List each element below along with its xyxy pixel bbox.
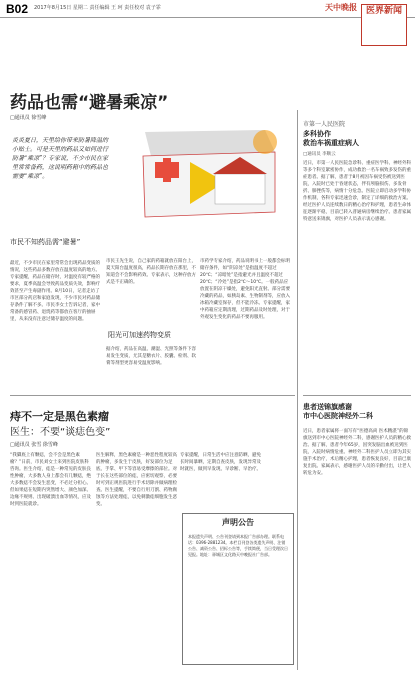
right-byline: □通讯员 李顺云 bbox=[303, 152, 336, 157]
article-intro: 炎炎夏日，天里给你带来防暑降温的小贴士。可是天里的药品又如何进行防暑“乘凉”？专家说，不少市民在家里常常备药，这说明药箱中的药品也需要“乘凉”。 bbox=[12, 137, 109, 180]
article-column: 据介绍，药品在高温、潮湿、光照等条件下容易发生变质，尤其是糖衣片、胶囊、栓剂、软膏等剂型更容易受温度影响。 bbox=[106, 347, 196, 366]
article-column: 专家提醒，日常生活中应注意防晒，避免长时间暴晒，定期自查皮肤，发现异常及时就医，做到早发现、早诊断、早治疗。 bbox=[180, 453, 261, 472]
column-divider bbox=[297, 110, 298, 670]
article-byline: □通讯员 徐雪峰 bbox=[10, 115, 47, 121]
article-column: “我脚底上有颗痣，会不会是黑色素瘤？”日前，市民刘女士来到医院皮肤科咨询。医生介绍，痣是一种常见的皮肤良性肿瘤，大多数人身上都会有几颗痣，绝大多数痣不会发生恶变，不必过分担心。但如果痣在短期内突然增大、颜色加深、边缘不规则、出现破溃出血等情况，应及时到医院就诊。 bbox=[10, 453, 91, 507]
notice-box bbox=[182, 513, 294, 665]
notice-title: 声明公告 bbox=[222, 518, 254, 527]
divider bbox=[10, 395, 295, 396]
medicine-box-illustration bbox=[115, 122, 285, 227]
article-title: 药品也需“避暑乘凉” bbox=[10, 93, 169, 113]
notice-text: 本报遗失声明、公告刊登请到本报广告部办理。联系电话：0396-2881234。本栏目刊登各类遗失声明、注销公告、减资公告、招标公告等，手续简便，当日受理次日见报。地址：驿城区文化路天中晚报社广告部。 bbox=[188, 534, 288, 557]
article-column: 最近，不少市民在家里常常会出现药品变质的情况，这些药品多数存放在温度较高的地方。专家提醒，药品在储存时，对温度有较严格的要求，夏季高温会导致药品变质失效，影响疗效甚至产生毒副作用。8月10日，记者走访了市区部分药店和家庭发现，不少市民对药品储存条件了解不多。市民李女士告诉记者，家中常备的感冒药、退烧药等都放在客厅的抽屉里，从来没有注意过储存温度的问题。 bbox=[10, 261, 100, 322]
subheading-storage: 市民不知药品需“避暑” bbox=[10, 238, 81, 246]
issue-meta: 2017年8月15日 星期二 责任编辑 王 珂 责任校对 袁子霏 bbox=[34, 5, 161, 11]
right-title: 多科协作 救治车祸重症病人 bbox=[303, 130, 359, 147]
article-column: 医生解释，黑色素瘤是一种恶性程度较高的肿瘤，多发生于皮肤，好发部位为足底、手掌、甲下等容易受摩擦的部位。对于长在这些部位的痣，应密切观察，必要时可到正规医院进行手术切除并做病理检查。医生提醒，不要自行用刀割、药物腐蚀等方法处理痣，以免刺激痣细胞发生恶变。 bbox=[96, 453, 177, 507]
article2-title: 痔不一定是黑色素瘤 bbox=[10, 410, 109, 423]
page-number: B02 bbox=[6, 2, 29, 16]
article-column: 市民王先生说，自己家的药箱就放在阳台上，夏天阳台温度很高，药品长期存放在那里，不知道会不会影响药效。专家表示，这种存放方式是不正确的。 bbox=[106, 259, 196, 285]
right-label: 市第一人民医院 bbox=[303, 121, 346, 128]
subheading-sunlight: 阳光可加速药物变质 bbox=[108, 331, 171, 339]
divider bbox=[303, 395, 411, 396]
article2-byline: □通讯员 张雪 徐雪峰 bbox=[10, 442, 58, 448]
right-title2: 患者送锦旗感谢 市中心医院神经外二科 bbox=[303, 403, 373, 420]
section-label: 医界新闻 bbox=[361, 4, 407, 46]
right-column: 近日，患者家属将一面写有“医德高尚 医术精湛”的锦旗送到市中心医院神经外二科，感谢医护人员的精心救治。据了解，患者今年65岁，因突发脑出血被送到医院，入院时病情危重。神经外二科医护人员立即为其实施手术治疗，术后精心护理，患者恢复良好，目前已康复出院。家属表示，感谢医护人员的辛勤付出，让老人转危为安。 bbox=[303, 429, 411, 476]
article2-subtitle: 医生：不要“谈痣色变” bbox=[10, 427, 111, 438]
right-column: 近日，市第一人民医院急诊科、重症医学科、神经外科等多个科室紧密协作，成功救治一名车祸致多发伤的重症患者。据了解，患者于8月初因车祸受伤被送到医院，入院时已处于昏迷状态，伴有颅脑损伤、多发骨折、肺挫伤等，病情十分危急。医院立即启动多学科协作机制，各科专家迅速会诊，制定了详细的救治方案。经过医护人员连续数日的精心治疗和护理，患者生命体征逐渐平稳，目前已转入普通病房继续治疗。患者家属特意送来锦旗，对医护人员表示衷心感谢。 bbox=[303, 161, 411, 222]
top-bar bbox=[0, 0, 415, 18]
newspaper-logo: 天中晚报 bbox=[325, 2, 357, 12]
article-column: 市药学专家介绍，药品说明书上一般都会标明储存条件，如“阴凉处”是指温度不超过20℃；“凉暗处”是指避光并且温度不超过20℃；“冷处”是指2℃～10℃。一般药品应放置在阴凉干燥处，避免阳光直射。部分需要冷藏的药品，如胰岛素、生物制剂等，应放入冰箱冷藏室保存，但不能冷冻。专家提醒，家中药箱应定期清理，过期药品及时处理，对于外观发生变化的药品不要再服用。 bbox=[200, 259, 290, 320]
